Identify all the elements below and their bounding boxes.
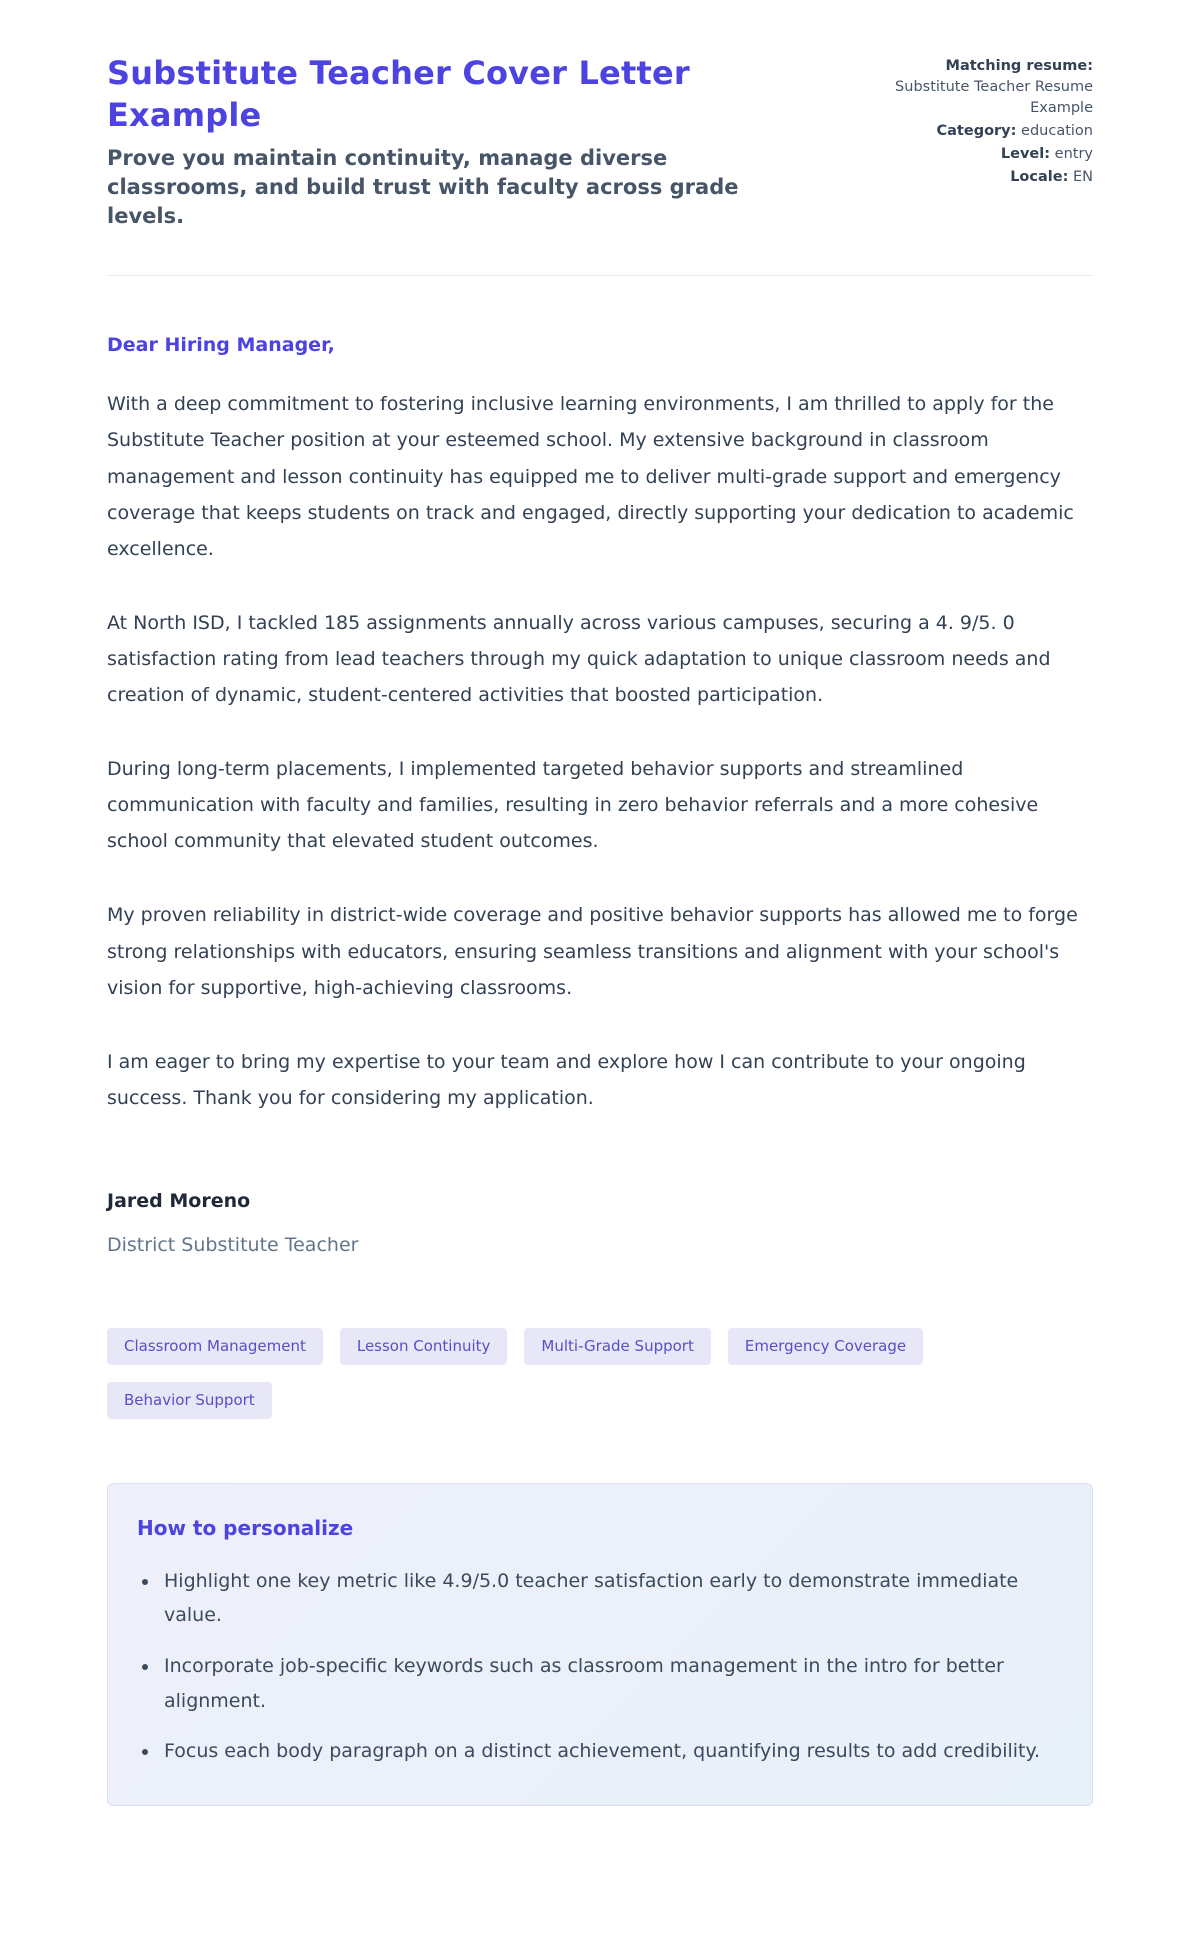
meta-label: Locale:	[1010, 169, 1069, 186]
keyword-tags	[107, 1328, 1007, 1419]
meta-label: Level:	[1000, 146, 1051, 163]
letter-greeting: Dear Hiring Manager,	[107, 334, 335, 357]
page-header	[107, 52, 1093, 231]
resume-meta-block	[873, 52, 1093, 190]
keyword-tag-lesson-continuity[interactable]: Lesson Continuity	[340, 1328, 508, 1365]
page-title: Substitute Teacher Cover Letter Example	[107, 54, 690, 135]
signature-name: Jared Moreno	[107, 1189, 251, 1212]
tip-item-3: • Focus each body paragraph on a distinct achievement, quantifying results to add credibility.	[160, 1734, 1064, 1769]
meta-value: EN	[1072, 169, 1093, 186]
tip-item-2: • Incorporate job-specific keywords such as classroom management in the intro for better alignment.	[160, 1649, 1064, 1718]
meta-value: education	[1021, 123, 1093, 140]
letter-paragraph-5: I am eager to bring my expertise to your team and explore how I can contribute to your ongoing success. Thank you for considering my application.	[107, 1050, 1026, 1109]
header-divider	[107, 275, 1093, 276]
tip-item-1: • Highlight one key metric like 4.9/5.0 teacher satisfaction early to demonstrate immediate value.	[160, 1564, 1064, 1633]
letter-paragraph-3: During long-term placements, I implemented targeted behavior supports and streamlined communication with faculty and families, resulting in zero behavior referrals and a more cohesive school community that elevated student outcomes.	[107, 758, 1039, 853]
meta-label: Category:	[936, 123, 1017, 140]
meta-label: Matching resume:	[945, 58, 1093, 74]
tips-heading: How to personalize	[137, 1515, 354, 1540]
matching-resume-value[interactable]: Substitute Teacher Resume Example	[895, 79, 1093, 117]
meta-locale	[873, 167, 1093, 188]
header-title-block	[107, 52, 777, 231]
meta-category	[873, 121, 1093, 142]
keyword-tag-behavior-support[interactable]: Behavior Support	[107, 1382, 272, 1419]
tips-list	[134, 1564, 1064, 1769]
signature-job-title: District Substitute Teacher	[107, 1233, 359, 1256]
letter-paragraph-1: With a deep commitment to fostering inclusive learning environments, I am thrilled to apply for the Substitute Teacher position at your esteemed school. My extensive background in classroom management and lesson continuity has equipped me to deliver multi-grade support and emergency coverage that keeps students on track and engaged, directly supporting your dedication to academic excellence.	[107, 393, 1074, 560]
page-container	[107, 0, 1093, 1866]
cover-letter-body	[107, 334, 1093, 1256]
letter-paragraph-2: At North ISD, I tackled 185 assignments annually across various campuses, securing a 4. 9/5. 0 satisfaction rating from lead teachers through my quick adaptation to unique classroom needs and creation of dynamic, student-centered activities that boosted participation.	[107, 611, 1051, 707]
keyword-tag-emergency-coverage[interactable]: Emergency Coverage	[728, 1328, 923, 1365]
meta-level	[873, 144, 1093, 165]
meta-value: entry	[1054, 146, 1093, 163]
letter-paragraph-4: My proven reliability in district-wide coverage and positive behavior supports has allowed me to forge strong relationships with educators, ensuring seamless transitions and alignment with your school's vision for supportive, high-achieving classrooms.	[107, 904, 1078, 999]
page-subtitle: Prove you maintain continuity, manage diverse classrooms, and build trust with faculty across grade levels.	[107, 146, 739, 229]
personalize-tips-box	[107, 1483, 1093, 1806]
keyword-tag-multi-grade-support[interactable]: Multi-Grade Support	[524, 1328, 710, 1365]
keyword-tag-classroom-management[interactable]: Classroom Management	[107, 1328, 323, 1365]
meta-matching-resume	[873, 56, 1093, 119]
